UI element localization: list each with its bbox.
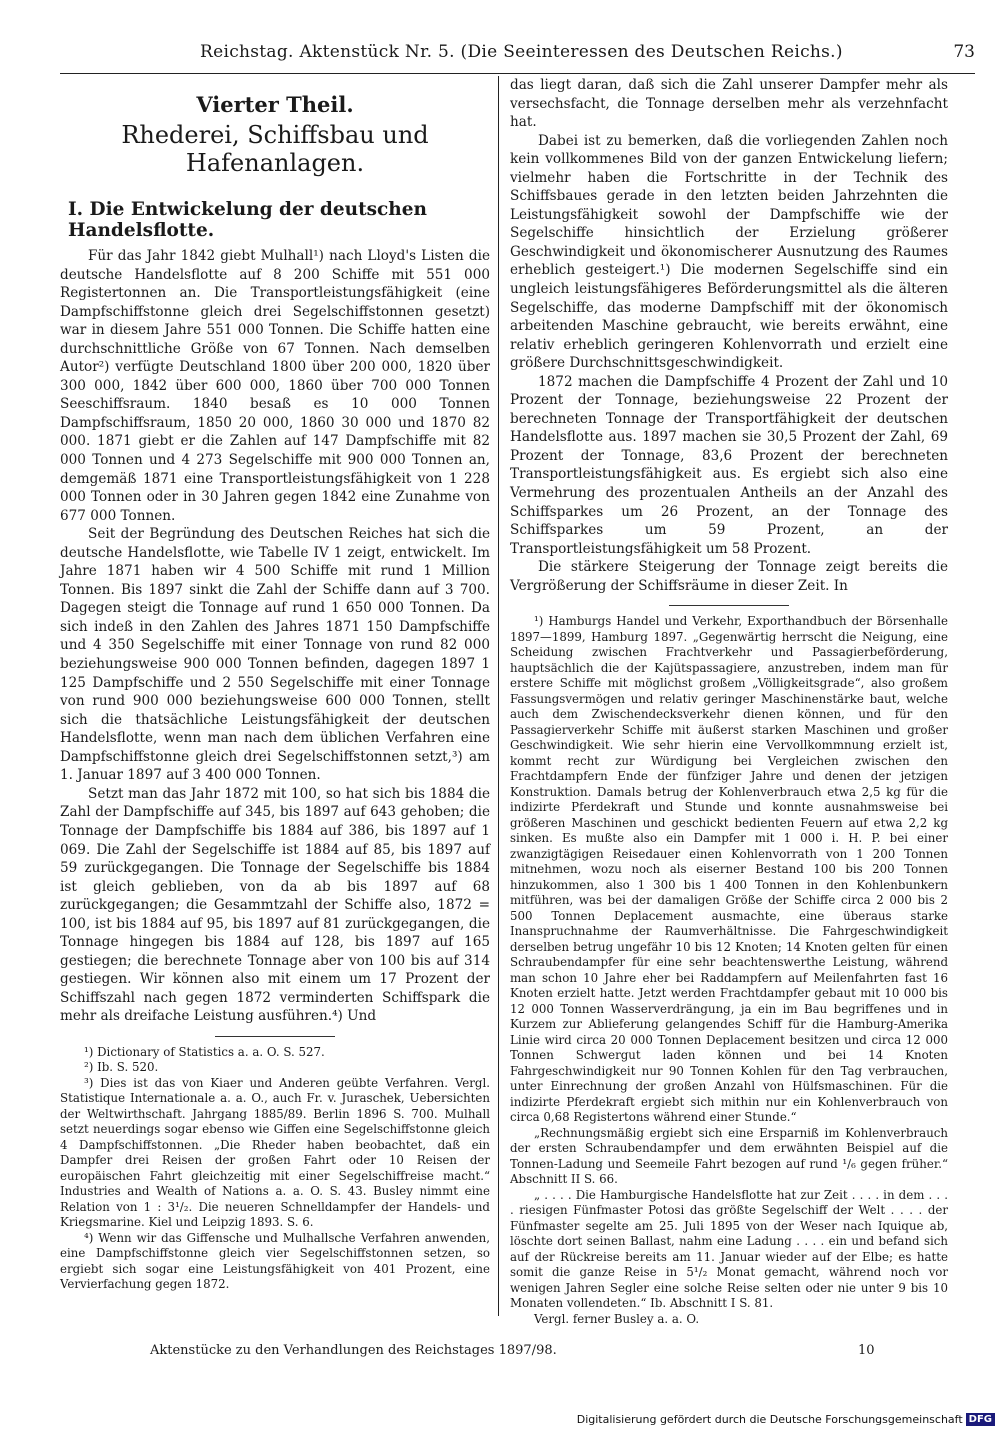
left-body [60, 247, 490, 1026]
footnote: ¹) Hamburgs Handel und Verkehr, Exporthandbuch der Börsenhalle 1897—1899, Hamburg 1897. „Gegenwärtig herrscht die Neigung, eine Scheidung zwischen Frachtverkehr und Passagierbeförderung, hauptsächlich die der Kajütspassagiere, anzustreben, indem man für erstere Schiffe mit möglichst großem „Völligkeitsgrade“, also großem Fassungsvermögen und relativ geringer Maschinenstärke baut, welche auch dem Zwischendecksverkehr dienen können, und für den Passagierverkehr Schiffe mit äußerst starken Maschinen und großer Geschwindigkeit. Wie sehr hierin eine Vervollkommnung erzielt ist, kommt recht zur Würdigung bei Vergleichen zwischen den Frachtdampfern Ende der fünfziger Jahre und denen der jetzigen Konstruktion. Damals betrug der Kohlenverbrauch etwa 2,5 kg für die indizirte Pferdekraft und Stunde und konnte ausnahmsweise bei größeren Maschinen und geschickt bedienten Feuern auf etwa 2,2 kg sinken. Es mußte also ein Dampfer mit 1 000 i. H. P. bei einer zwanzigtägigen Reisedauer einen Kohlenvorrath von 1 200 Tonnen mitnehmen, wozu noch als eiserner Bestand 100 bis 200 Tonnen hinzukommen, also 1 300 bis 1 400 Tonnen in den Kohlenbunkern mitführen, was bei der damaligen Größe der Schiffe circa 2 000 bis 2 500 Tonnen Deplacement ausmachte, eine überaus starke Inanspruchnahme der Raumverhältnisse. Die Fahrgeschwindigkeit derselben betrug ungefähr 10 bis 12 Knoten; 14 Knoten gelten für einen Schraubendampfer für eine sehr beachtenswerthe Leistung, während man schon 10 Jahre eher bei Raddampfern auf Meilenfahrten fast 16 Knoten erzielt hatte. Jetzt werden Frachtdampfer gebaut mit 10 000 bis 12 000 Tonnen Wasserverdrängung, ja ein im Bau begriffenes und in Kurzem zur Ablieferung gelangendes Schiff für die Hamburg-Amerika Linie wird circa 20 000 Tonnen Deplacement besitzen und circa 12 000 Tonnen Schwergut laden können und bei 14 Knoten Fahrgeschwindigkeit nur 90 Tonnen Kohlen für den Tag verbrauchen, unter Einrechnung der großen Anzahl von Hülfsmaschinen. Für die indizirte Pferdekraft ergiebt sich mithin nur ein Kohlenverbrauch von circa 0,68 Registertons während einer Stunde.“ [510, 614, 948, 1125]
signature-line: Aktenstücke zu den Verhandlungen des Reichstages 1897/98. [150, 1343, 557, 1358]
left-column [60, 76, 490, 1293]
paragraph: Dabei ist zu bemerken, daß die vorliegenden Zahlen noch kein vollkommenes Bild von der ganzen Entwickelung liefern; vielmehr haben die Fortschritte in der Technik des Schiffsbaues gerade in den letzten beiden Jahrzehnten die Leistungsfähigkeit sowohl der Dampfschiffe wie der Segelschiffe hinsichtlich der Erzielung größerer Geschwindigkeit und ökonomischerer Ausnutzung des Raumes erheblich gesteigert.¹) Die modernen Segelschiffe sind ein ungleich leistungsfähigeres Beförderungsmittel als die älteren Segelschiffe, das moderne Dampfschiff mit der ökonomisch arbeitenden Maschine gebraucht, wie bereits erwähnt, eine relativ erheblich geringeren Kohlenvorrath und erzielt eine größere Durchschnittsgeschwindigkeit. [510, 132, 948, 372]
footnote: ⁴) Wenn wir das Giffensche und Mulhallsche Verfahren anwenden, eine Dampfschiffstonne gleich vier Segelschiffstonnen setzen, so ergiebt sich sogar eine Leistungsfähigkeit von 401 Prozent, eine Vervierfachung gegen 1872. [60, 1230, 490, 1292]
paragraph: Die stärkere Steigerung der Tonnage zeigt bereits die Vergrößerung der Schiffsräume in dieser Zeit. In [510, 559, 948, 594]
footnote: Vergl. ferner Busley a. a. O. [534, 1311, 700, 1326]
footnote: „ . . . . Die Hamburgische Handelsflotte hat zur Zeit . . . . in dem . . . . riesigen Fünfmaster Potosi das größte Segelschiff der Welt . . . . der Fünfmaster segelte am 25. Juli 1895 von der Weser nach Iquique ab, löschte dort seinen Ballast, nahm eine Ladung . . . . ein und befand sich auf der Rückreise bereits am 11. Januar wieder auf der Elbe; es hatte somit die ganze Reise in 5¹/₂ Monat gemacht, während noch vor wenigen Jahren Segler eine solche Reise selten oder nie unter 9 bis 10 Monaten vollendeten.“ Ib. Abschnitt I S. 81. [510, 1187, 948, 1311]
footnote: ³) Dies ist das von Kiaer und Anderen geübte Verfahren. Vergl. Statistique Internationale a. a. O., auch Fr. v. Juraschek, Uebersichten der Weltwirthschaft. Jahrgang 1885/89. Berlin 1896 S. 700. Mulhall setzt neuerdings sogar ebenso wie Giffen eine Segelschiffstonne gleich 4 Dampfschiffstonnen. „Die Rheder haben beobachtet, daß ein Dampfer drei Reisen der großen Fahrt oder 10 Reisen der europäischen Fahrt gleichzeitig mit einer Segelschiffreise macht.“ Industries and Wealth of Nations a. a. O. S. 43. Busley nimmt eine Relation von 1 : 3¹/₂. Die neueren Schnelldampfer der Handels- und Kriegsmarine. Kiel und Leipzig 1893. S. 6. [60, 1075, 490, 1230]
part-title: Vierter Theil. [196, 92, 354, 117]
section-title: I. Die Entwickelung der deutschen Handelsflotte. [68, 199, 427, 241]
footnote: „Rechnungsmäßig ergiebt sich eine Ersparniß im Kohlenverbrauch der ersten Schraubendampfer und dem erwähnten Beispiel auf die Tonnen-Ladung und Seemeile Fahrt bezogen auf rund ¹/₆ gegen früher.“ Abschnitt II S. 66. [510, 1125, 948, 1187]
right-footnotes [510, 614, 948, 1327]
dfg-logo-icon: DFG [966, 1413, 995, 1426]
paragraph: Seit der Begründung des Deutschen Reiches hat sich die deutsche Handelsflotte, wie Tabelle IV 1 zeigt, entwickelt. Im Jahre 1871 haben wir 4 500 Schiffe mit rund 1 Million Tonnen. Bis 1897 sinkt die Zahl der Schiffe dann auf 3 700. Dagegen steigt die Tonnage auf rund 1 650 000 Tonnen. Da sich indeß in den Zahlen des Jahres 1871 150 Dampfschiffe und 4 350 Segelschiffe mit einer Tonnage von rund 82 000 beziehungsweise 900 000 Tonnen befinden, dagegen 1897 1 125 Dampfschiffe und 2 550 Segelschiffe mit einer Tonnage von rund 900 000 beziehungsweise 600 000 Tonnen, stellt sich die thatsächliche Leistungsfähigkeit der deutschen Handelsflotte, wenn man nach dem üblichen Verfahren eine Dampfschiffstonne gleich drei Segelschiffstonnen setzt,³) am 1. Januar 1897 auf 3 400 000 Tonnen. [60, 526, 490, 784]
right-body [510, 76, 948, 595]
digitization-credit [577, 1413, 995, 1426]
paragraph: Für das Jahr 1842 giebt Mulhall¹) nach Lloyd's Listen die deutsche Handelsflotte auf 8 200 Schiffe mit 551 000 Registertonnen an. Die Transportleistungsfähigkeit (eine Dampfschiffstonne gleich drei Segelschiffstonnen gesetzt) war in diesem Jahre 551 000 Tonnen. Die Schiffe hatten eine durchschnittliche Größe von 67 Tonnen. Nach demselben Autor²) verfügte Deutschland 1800 über 200 000, 1820 über 300 000, 1842 über 600 000, 1860 über 700 000 Tonnen Seeschiffsraum. 1840 besaß es 10 000 Tonnen Dampfschiffsraum, 1850 20 000, 1860 30 000 und 1870 82 000. 1871 giebt er die Zahlen auf 147 Dampfschiffe mit 82 000 Tonnen und 4 273 Segelschiffe mit 900 000 Tonnen an, demgemäß 1871 eine Transportleistungsfähigkeit von 1 228 000 Tonnen oder in 30 Jahren gegen 1842 eine Zunahme von 677 000 Tonnen. [60, 248, 490, 524]
paragraph: das liegt daran, daß sich die Zahl unserer Dampfer mehr als versechsfacht, die Tonnage derselben mehr als verzehnfacht hat. [510, 77, 948, 131]
credit-text: Digitalisierung gefördert durch die Deutsche Forschungsgemeinschaft [576, 1413, 963, 1426]
footnote-separator [669, 605, 789, 606]
paragraph: Setzt man das Jahr 1872 mit 100, so hat sich bis 1884 die Zahl der Dampfschiffe auf 345, bis 1897 auf 643 gehoben; die Tonnage der Dampfschiffe bis 1884 auf 386, bis 1897 auf 1 069. Die Zahl der Segelschiffe ist 1884 auf 85, bis 1897 auf 59 zurückgegangen. Die Tonnage der Segelschiffe bis 1884 ist gleich geblieben, von da ab bis 1897 auf 68 zurückgegangen; die Gesammtzahl der Schiffe also, 1872 = 100, ist bis 1884 auf 95, bis 1897 auf 81 zurückgegangen, die Tonnage hingegen bis 1884 auf 128, bis 1897 auf 165 gestiegen; die berechnete Tonnage aber von 100 bis auf 314 gestiegen. Wir können also mit einem um 17 Prozent der Schiffszahl nach gegen 1872 verminderten Schiffspark die mehr als dreifache Leistung ausführen.⁴) Und [60, 785, 490, 1025]
left-footnotes [60, 1045, 490, 1293]
page-number: 73 [953, 42, 975, 62]
part-subtitle: Rhederei, Schiffsbau und Hafenanlagen. [121, 121, 429, 177]
column-divider [498, 76, 499, 1316]
right-column [510, 76, 948, 1327]
running-header [200, 42, 975, 70]
paragraph: 1872 machen die Dampfschiffe 4 Prozent der Zahl und 10 Prozent der Tonnage, beziehungsweise 22 Prozent der berechneten Tonnage der Transportfähigkeit der deutschen Handelsflotte aus. 1897 machen sie 30,5 Prozent der Zahl, 69 Prozent der Tonnage, 83,6 Prozent der berechneten Transportleistungsfähigkeit aus. Es ergiebt sich also eine Vermehrung des prozentualen Antheils an der Anzahl des Schiffsparkes um 26 Prozent, an der Tonnage des Schiffsparkes um 59 Prozent, an der Transportleistungsfähigkeit um 58 Prozent. [510, 373, 948, 557]
sheet-number: 10 [858, 1343, 875, 1358]
footnote: ²) Ib. S. 520. [84, 1060, 159, 1075]
footnote: ¹) Dictionary of Statistics a. a. O. S. 527. [84, 1044, 325, 1059]
footnote-separator [215, 1036, 335, 1037]
header-rule [60, 73, 975, 74]
running-title: Reichstag. Aktenstück Nr. 5. (Die Seeinteressen des Deutschen Reichs.) [200, 42, 843, 62]
